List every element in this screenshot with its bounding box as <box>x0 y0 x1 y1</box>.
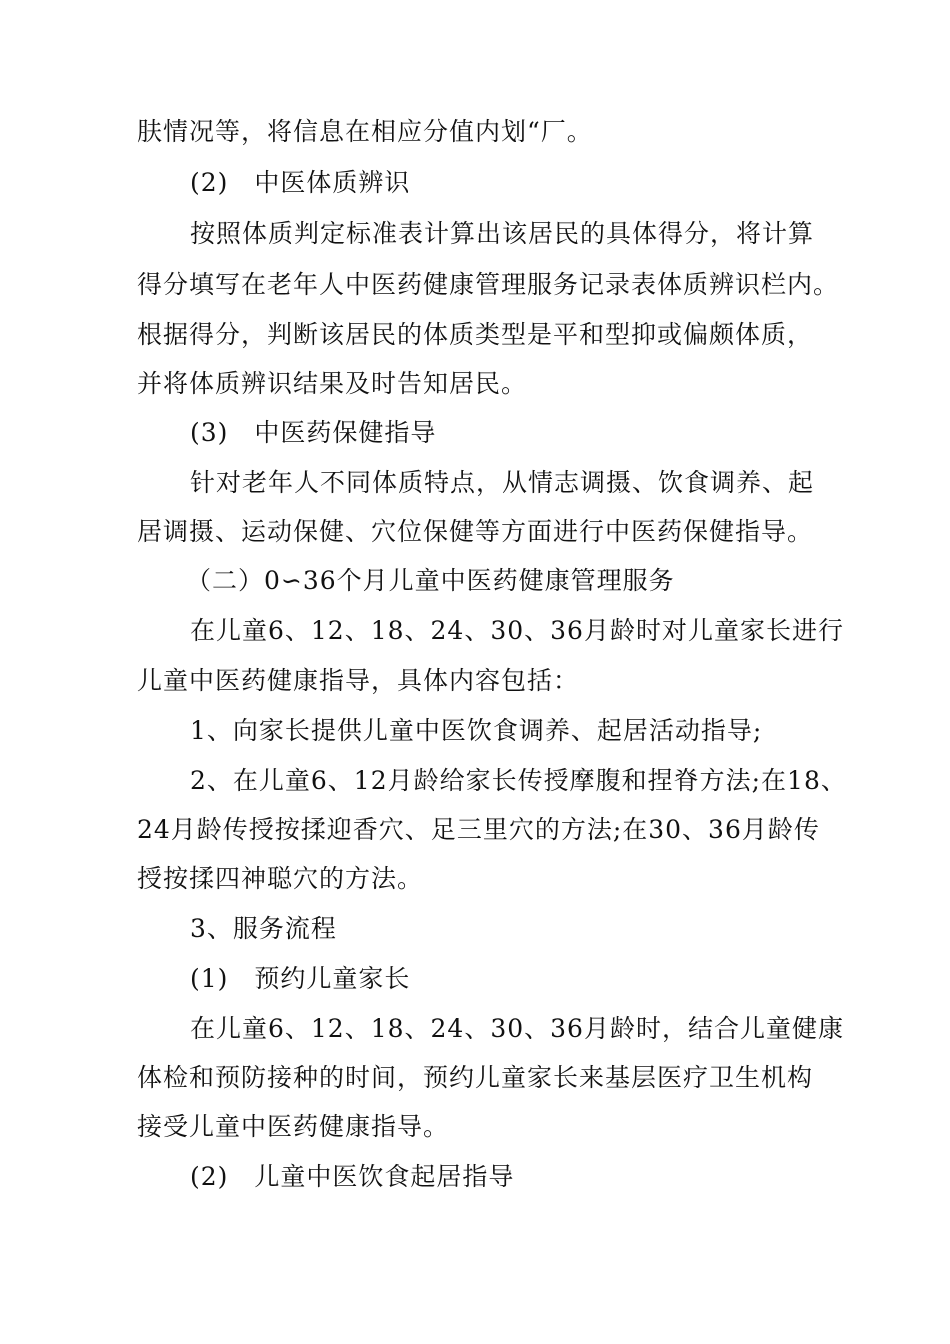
subsection-heading: (2) 儿童中医饮食起居指导 <box>190 1162 515 1191</box>
text-line: 按照体质判定标准表计算出该居民的具体得分，将计算 <box>190 219 815 248</box>
text-line: 在儿童6、12、18、24、30、36月龄时，结合儿童健康 <box>190 1014 844 1043</box>
text-line: 儿童中医药健康指导，具体内容包括： <box>137 666 580 695</box>
text-line: 24月龄传授按揉迎香穴、足三里穴的方法;在30、36月龄传 <box>137 815 820 844</box>
text-line: 在儿童6、12、18、24、30、36月龄时对儿童家长进行 <box>190 616 844 645</box>
list-item: 3、服务流程 <box>190 914 337 943</box>
text-line: 授按揉四神聪穴的方法。 <box>137 864 424 893</box>
list-item: 1、向家长提供儿童中医饮食调养、起居活动指导; <box>190 716 763 745</box>
text-line: 居调摄、运动保健、穴位保健等方面进行中医药保健指导。 <box>137 517 814 546</box>
text-line: 体检和预防接种的时间，预约儿童家长来基层医疗卫生机构 <box>137 1063 814 1092</box>
text-line: 肤情况等，将信息在相应分值内划“厂。 <box>137 117 593 146</box>
subsection-heading: (1) 预约儿童家长 <box>190 964 411 993</box>
subsection-heading: (3) 中医药保健指导 <box>190 418 437 447</box>
text-line: 并将体质辨识结果及时告知居民。 <box>137 369 528 398</box>
text-line: 接受儿童中医药健康指导。 <box>137 1112 450 1141</box>
text-line: 根据得分，判断该居民的体质类型是平和型抑或偏颇体质， <box>137 320 814 349</box>
text-line: 针对老年人不同体质特点，从情志调摄、饮食调养、起 <box>190 468 815 497</box>
list-item: 2、在儿童6、12月龄给家长传授摩腹和捏脊方法;在18、 <box>190 766 847 795</box>
subsection-heading: (2) 中医体质辨识 <box>190 168 411 197</box>
section-heading: （二）0∽36个月儿童中医药健康管理服务 <box>186 566 675 595</box>
text-line: 得分填写在老年人中医药健康管理服务记录表体质辨识栏内。 <box>137 270 840 299</box>
